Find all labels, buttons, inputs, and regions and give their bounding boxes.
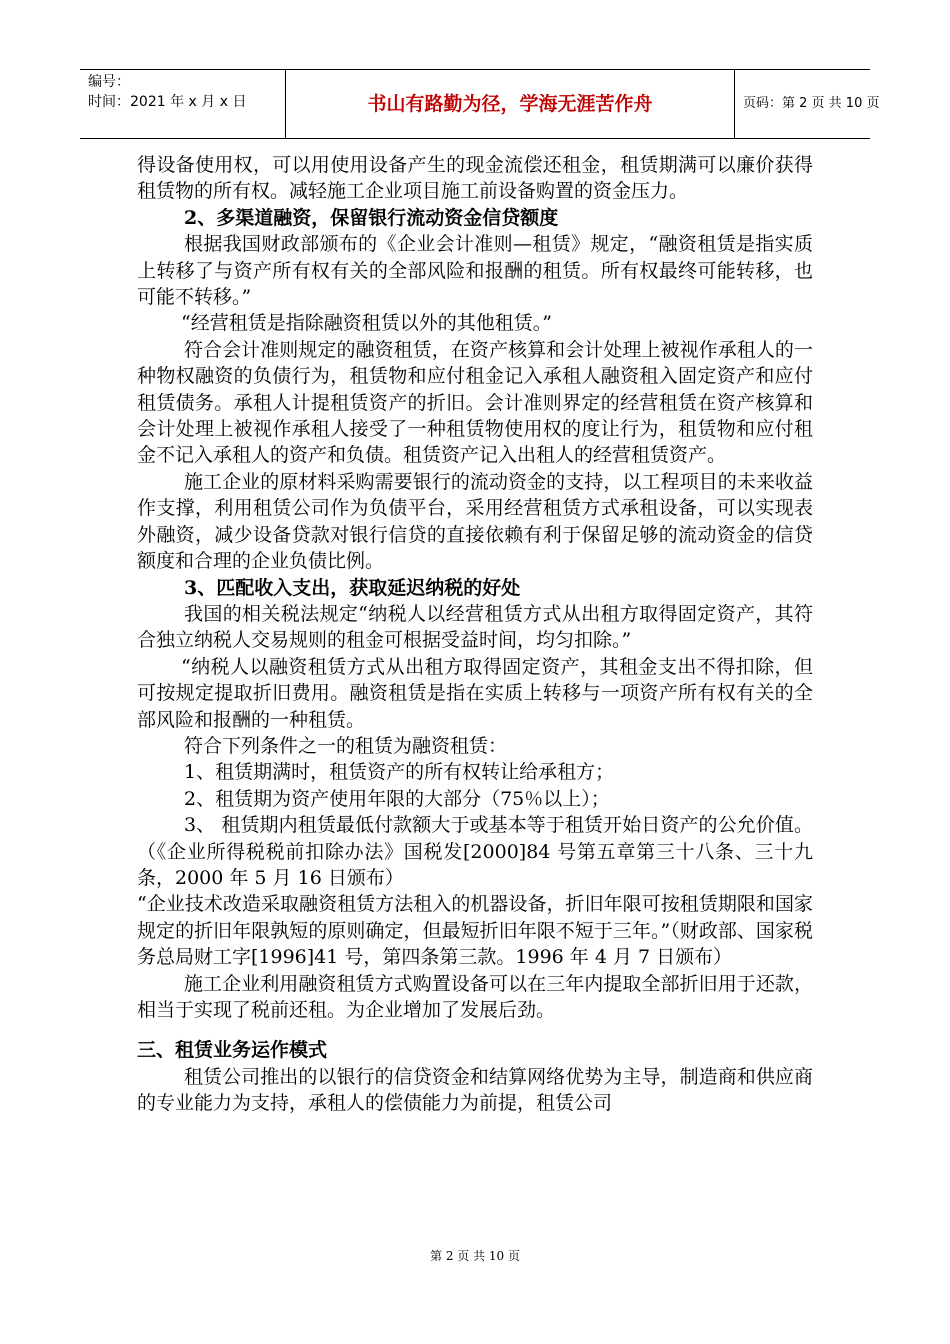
paragraph-off-balance-financing: 施工企业的原材料采购需要银行的流动资金的支持，以工程项目的未来收益作支撑，利用租赁公司作为负债平台，采用经营租赁方式承租设备，可以实现表外融资，减少设备贷款对银行信贷的直接依赖有利于保留足够的流动资金的信贷额度和合理的企业负债比例。: [137, 470, 813, 573]
page-footer: 第 2 页 共 10 页: [430, 1249, 520, 1263]
paragraph-continued: 得设备使用权，可以用使用设备产生的现金流偿还租金，租赁期满可以廉价获得租赁物的所有权。减轻施工企业项目施工前设备购置的资金压力。: [137, 154, 813, 203]
document-number-label: 编号：: [88, 74, 130, 90]
list-item-condition-1: 1、租赁期满时，租赁资产的所有权转让给承租方；: [184, 761, 615, 784]
paragraph-accounting-treatment: 符合会计准则规定的融资租赁，在资产核算和会计处理上被视作承租人的一种物权融资的负债行为，租赁物和应付租金记入承租人融资租入固定资产和应付租赁债务。承租人计提租赁资产的折旧。会计准则界定的经营租赁在资产核算和会计处理上被视作承租人接受了一种租赁物使用权的度让行为，租赁物和应付租金不记入承租人的资产和负债。租赁资产记入出租人的经营租赁资产。: [137, 338, 813, 467]
subheading-multi-channel-financing: 2、多渠道融资，保留银行流动资金信贷额度: [184, 206, 559, 229]
header-page-cell: [735, 70, 880, 138]
paragraph-conditions-intro: 符合下列条件之一的租赁为融资租赁：: [184, 734, 508, 757]
document-body: [137, 152, 813, 1117]
paragraph-depreciation-rule: “企业技术改造采取融资租赁方法租入的机器设备，折旧年限可按租赁期限和国家规定的折旧年限孰短的原则确定，但最短折旧年限不短于三年。”（财政部、国家税务总局财工字[1996]41 号，第四条第三款。1996 年 4 月 7 日颁布）: [137, 893, 813, 969]
paragraph-pre-tax-rent: 施工企业利用融资租赁方式购置设备可以在三年内提取全部折旧用于还款，相当于实现了税前还租。为企业增加了发展后劲。: [137, 972, 813, 1021]
paragraph-operation-mode: 租赁公司推出的以银行的信贷资金和结算网络优势为主导，制造商和供应商的专业能力为支持，承租人的偿债能力为前提，租赁公司: [137, 1065, 813, 1115]
list-item-condition-2: 2、租赁期为资产使用年限的大部分（75％以上）；: [184, 787, 610, 810]
paragraph-finance-lease-tax: “纳税人以融资租赁方式从出租方取得固定资产，其租金支出不得扣除，但可按规定提取折旧费用。融资租赁是指在实质上转移与一项资产所有权有关的全部风险和报酬的一种租赁。: [137, 655, 813, 731]
paragraph-tax-law: 我国的相关税法规定“纳税人以经营租赁方式从出租方取得固定资产，其符合独立纳税人交易规则的租金可根据受益时间，均匀扣除。”: [137, 602, 813, 652]
section-heading-operation-mode: 三、租赁业务运作模式: [137, 1039, 328, 1062]
paragraph-operating-lease-definition: “经营租赁是指除融资租赁以外的其他租赁。”: [181, 312, 552, 335]
document-date-label: 时间：2021 年 x 月 x 日: [88, 94, 247, 110]
header-meta-cell: [80, 70, 286, 138]
header-motto: 书山有路勤为径，学海无涯苦作舟: [367, 93, 653, 115]
page-header: [80, 69, 880, 139]
header-motto-cell: [286, 70, 735, 138]
subheading-deferred-tax: 3、匹配收入支出，获取延迟纳税的好处: [184, 576, 521, 599]
list-item-condition-3: 3、 租赁期内租赁最低付款额大于或基本等于租赁开始日资产的公允价值。（《企业所得税税前扣除办法》国税发[2000]84 号第五章第三十八条、三十九条，2000 年 5 月 16 日颁布）: [137, 814, 813, 889]
header-page-number: 页码：第 2 页 共 10 页: [743, 96, 880, 111]
paragraph-accounting-standard: 根据我国财政部颁布的《企业会计准则—租赁》规定，“融资租赁是指实质上转移了与资产所有权有关的全部风险和报酬的租赁。所有权最终可能转移，也可能不转移。”: [137, 233, 813, 309]
